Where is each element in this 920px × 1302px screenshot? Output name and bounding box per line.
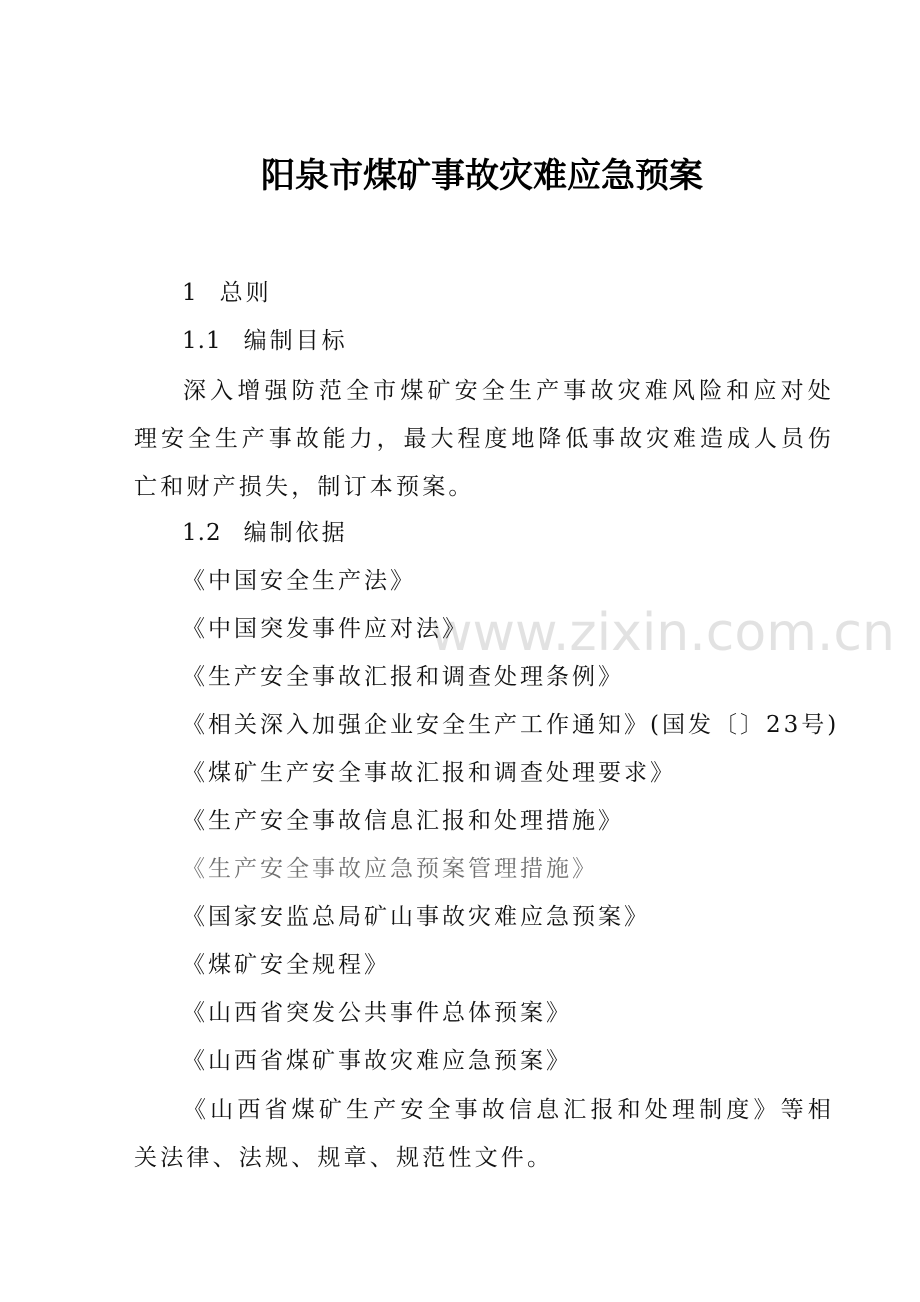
reference-item: 《相关深入加强企业安全生产工作通知》(国发〔〕23号) — [182, 712, 840, 738]
reference-item: 《生产安全事故应急预案管理措施》 — [182, 856, 598, 882]
reference-item: 《煤矿安全规程》 — [182, 952, 390, 978]
section-heading-1 — [182, 278, 272, 308]
section-heading-1-2 — [182, 518, 348, 548]
section-label: 编制依据 — [243, 520, 348, 546]
section-number: 1.2 — [182, 520, 222, 546]
section-number: 1 — [182, 280, 198, 306]
watermark: www.zixin.com.cn — [430, 603, 895, 663]
reference-item: 《国家安监总局矿山事故灾难应急预案》 — [182, 904, 650, 930]
section-label: 编制目标 — [243, 328, 348, 354]
section-label: 总则 — [219, 280, 272, 306]
reference-item: 《中国突发事件应对法》 — [182, 616, 468, 642]
section-number: 1.1 — [182, 328, 222, 354]
reference-item: 《山西省突发公共事件总体预案》 — [182, 1000, 572, 1026]
reference-item: 《生产安全事故汇报和调查处理条例》 — [182, 664, 624, 690]
section-heading-1-1 — [182, 326, 348, 356]
reference-item: 《煤矿生产安全事故汇报和调查处理要求》 — [182, 760, 676, 786]
closing-paragraph: 《山西省煤矿生产安全事故信息汇报和处理制度》等相关法律、法规、规章、规范性文件。 — [134, 1097, 834, 1171]
reference-item: 《中国安全生产法》 — [182, 568, 416, 594]
document-title: 阳泉市煤矿事故灾难应急预案 — [261, 156, 703, 196]
goal-paragraph: 深入增强防范全市煤矿安全生产事故灾难风险和应对处理安全生产事故能力，最大程度地降低事故灾难造成人员伤亡和财产损失，制订本预案。 — [134, 378, 834, 500]
reference-item: 《山西省煤矿事故灾难应急预案》 — [182, 1048, 572, 1074]
reference-item: 《生产安全事故信息汇报和处理措施》 — [182, 808, 624, 834]
